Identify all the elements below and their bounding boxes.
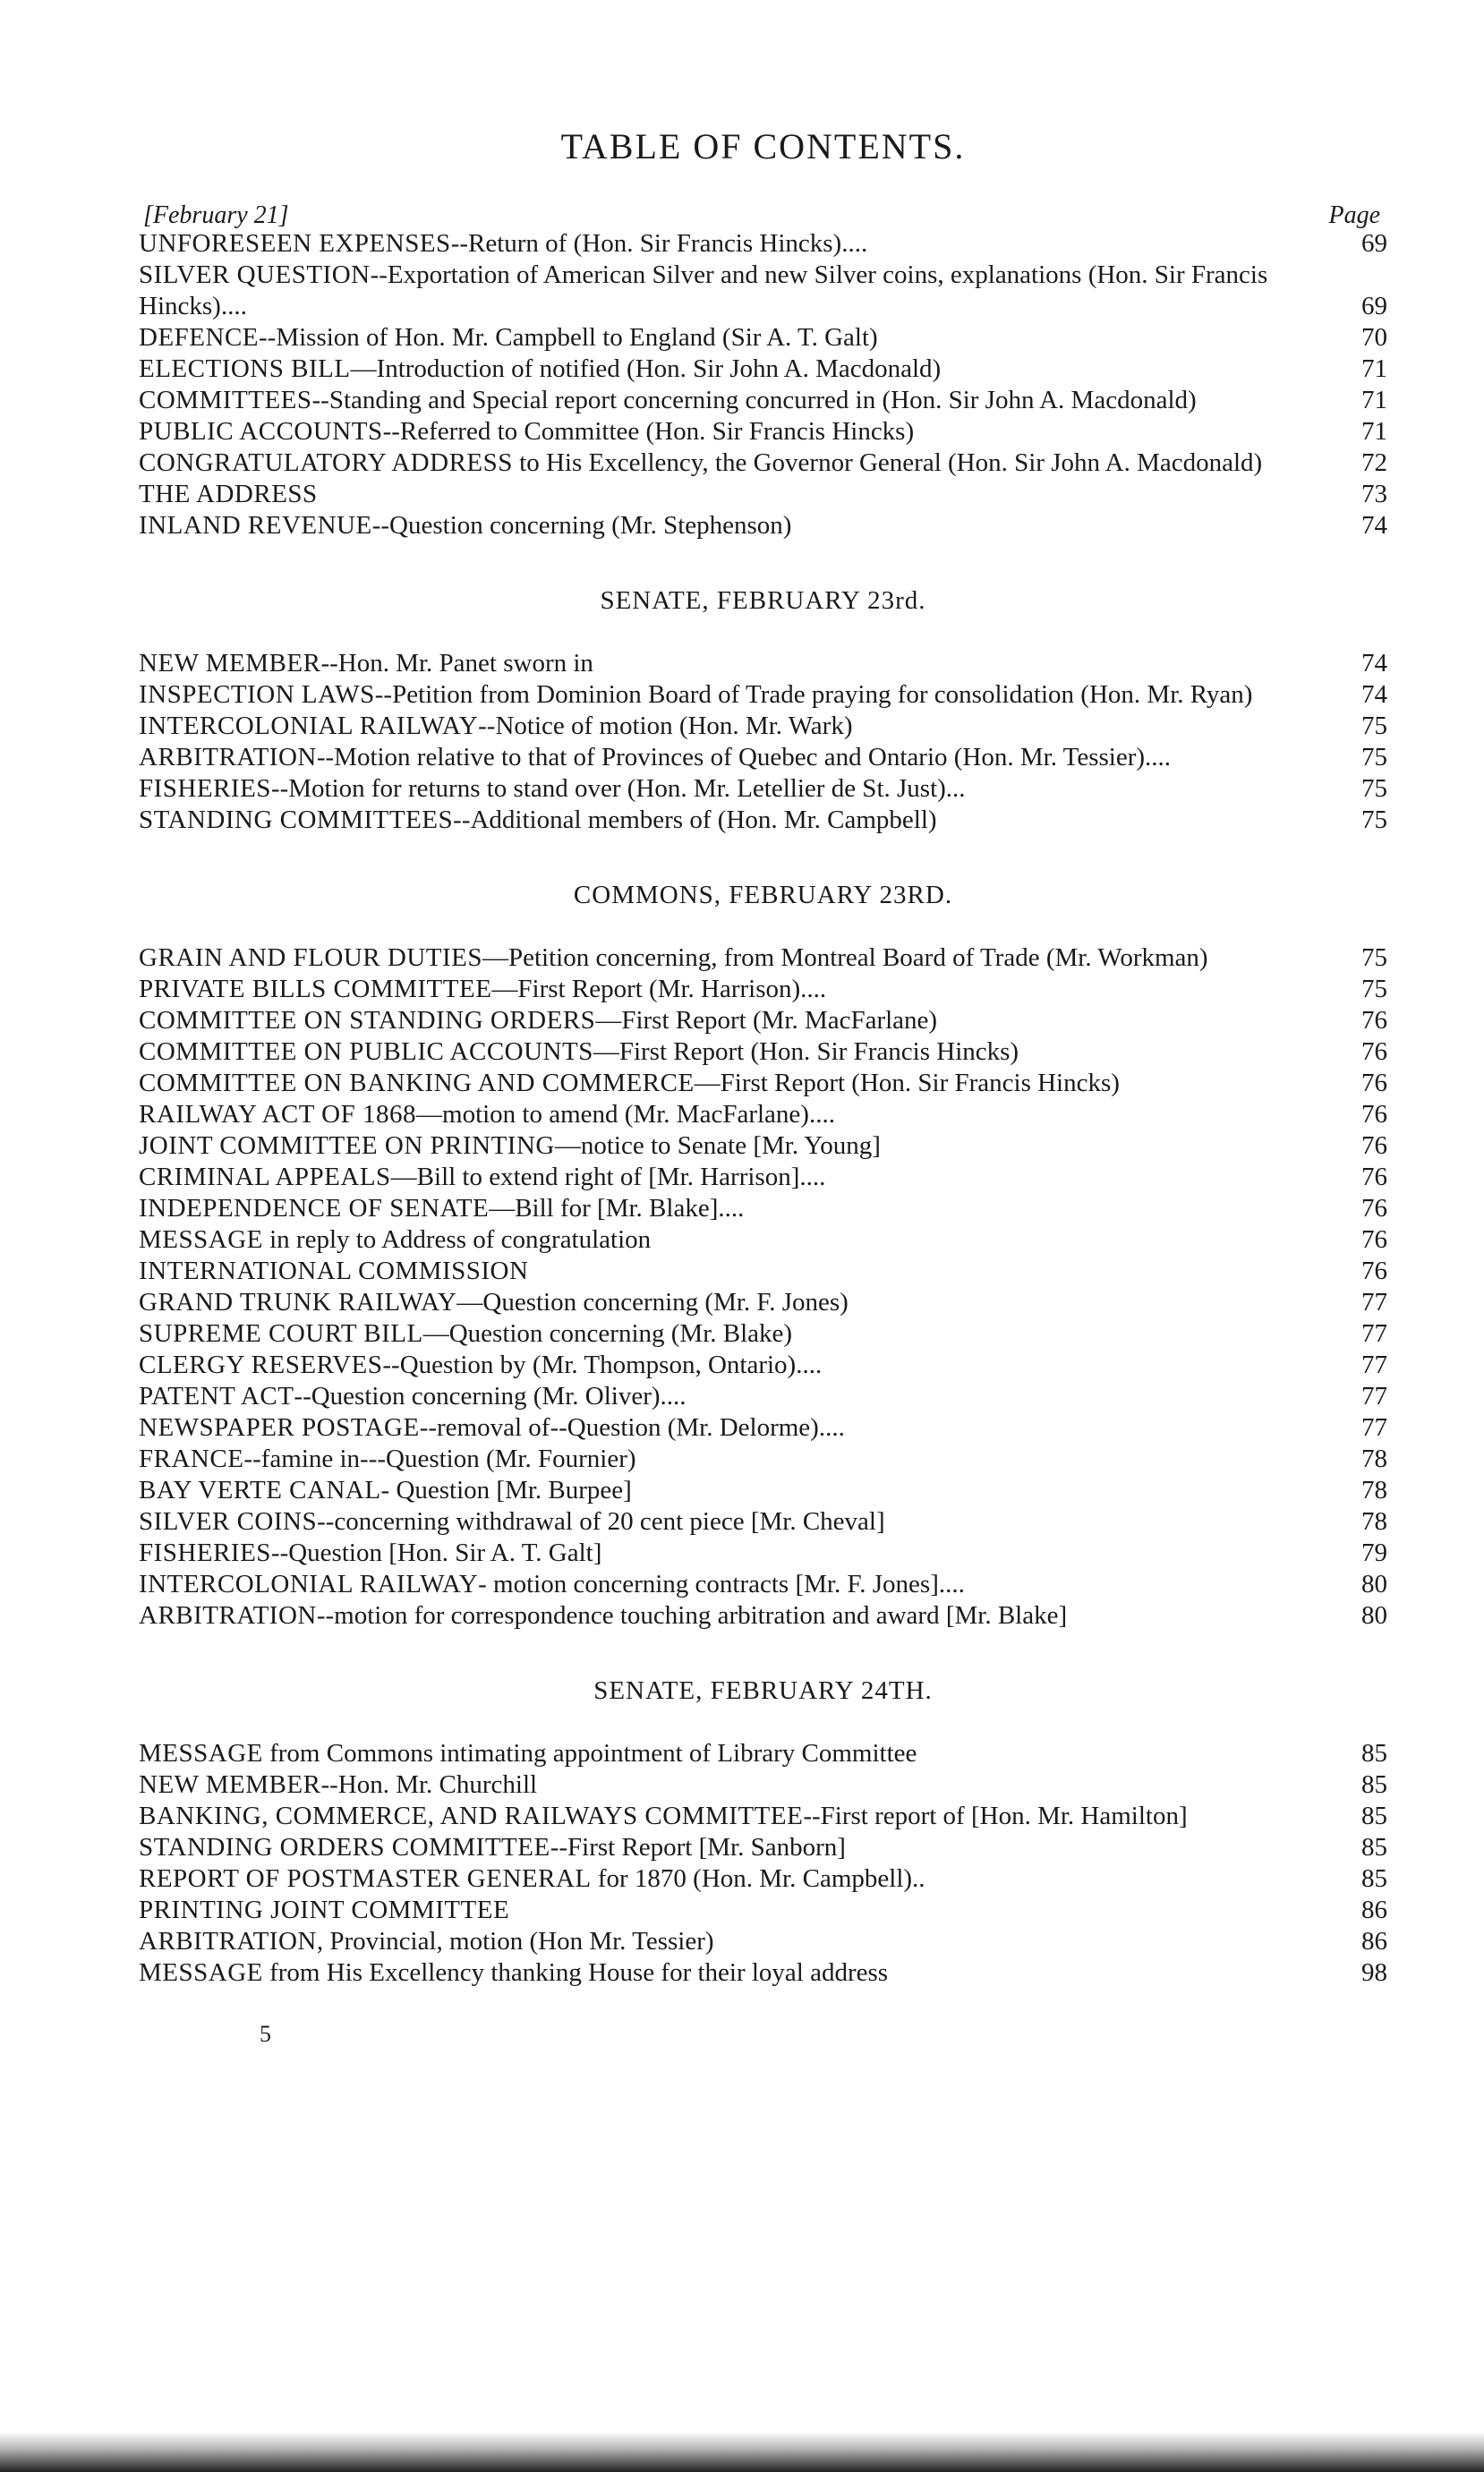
entry-description: —First Report (Mr. Harrison).... [491, 975, 827, 1003]
toc-entry [139, 510, 1387, 541]
entry-page-number: 72 [1361, 448, 1387, 477]
entry-title: PATENT ACT [139, 1382, 294, 1411]
toc-entry [139, 742, 1387, 773]
entry-page-number: 76 [1361, 1163, 1387, 1191]
toc-entry [139, 1162, 1387, 1193]
entry-text [139, 1738, 1334, 1769]
entry-title: STANDING COMMITTEES [139, 806, 454, 834]
entry-page-number: 76 [1361, 1100, 1387, 1129]
entry-title: CLERGY RESERVES [139, 1351, 383, 1379]
entry-text [139, 1801, 1334, 1832]
entry-text [139, 1863, 1334, 1895]
entry-title: INTERCOLONIAL RAILWAY [139, 1570, 479, 1598]
entry-page-number: 69 [1361, 229, 1387, 258]
toc-section [139, 228, 1387, 541]
entry-title: INTERCOLONIAL RAILWAY [139, 712, 479, 740]
toc-entry [139, 1224, 1387, 1256]
scan-edge [0, 2432, 1484, 2472]
entry-page-number: 85 [1361, 1864, 1387, 1893]
entry-description: —motion to amend (Mr. MacFarlane).... [416, 1100, 835, 1129]
entry-description: --Question by (Mr. Thompson, Ontario).... [382, 1351, 823, 1379]
entry-description: --famine in---Question (Mr. Fournier) [243, 1445, 636, 1473]
entry-page-number: 74 [1361, 680, 1387, 709]
entry-text [139, 260, 1334, 322]
entry-text [139, 1569, 1334, 1600]
toc-entry [139, 479, 1387, 510]
entry-description: --Question concerning (Mr. Oliver).... [294, 1382, 687, 1411]
entry-title: FISHERIES [139, 1539, 271, 1567]
toc-entry [139, 805, 1387, 836]
entry-page-number: 77 [1361, 1288, 1387, 1317]
entry-page-number: 70 [1361, 323, 1387, 352]
entry-page-number: 80 [1361, 1601, 1387, 1630]
toc-entry [139, 1287, 1387, 1318]
toc-entry [139, 1099, 1387, 1130]
entry-title: RAILWAY ACT OF 1868 [139, 1100, 417, 1129]
entry-description: --Motion relative to that of Provinces of Quebec and Ontario (Hon. Mr. Tessier).... [316, 743, 1172, 771]
toc-entry [139, 1863, 1387, 1895]
entry-page-number: 75 [1361, 806, 1387, 834]
entry-description: - Question [Mr. Burpee] [380, 1476, 632, 1505]
toc-entry [139, 1569, 1387, 1600]
toc-entry [139, 1475, 1387, 1506]
entry-page-number: 78 [1361, 1445, 1387, 1473]
entry-description: —Question concerning (Mr. F. Jones) [456, 1288, 849, 1317]
entry-description: in reply to Address of congratulation [269, 1225, 652, 1254]
entry-title: FISHERIES [139, 774, 271, 803]
entry-description: --Notice of motion (Hon. Mr. Wark) [478, 712, 853, 740]
entry-title: COMMITTEE ON STANDING ORDERS [139, 1006, 596, 1035]
toc-entry [139, 1318, 1387, 1350]
entry-description: —First Report (Hon. Sir Francis Hincks) [593, 1037, 1019, 1066]
entry-description: —First Report (Mr. MacFarlane) [595, 1006, 938, 1035]
entry-page-number: 76 [1361, 1257, 1387, 1285]
entry-page-number: 85 [1361, 1739, 1387, 1768]
entry-page-number: 75 [1361, 774, 1387, 803]
entry-text [139, 1444, 1334, 1475]
entry-text [139, 1318, 1334, 1350]
entry-description: —First Report (Hon. Sir Francis Hincks) [694, 1069, 1120, 1097]
section-heading: SENATE, FEBRUARY 24TH. [593, 1676, 933, 1705]
entry-page-number: 75 [1361, 943, 1387, 972]
toc-entry [139, 1801, 1387, 1832]
entry-text [139, 1224, 1334, 1256]
entry-title: PRIVATE BILLS COMMITTEE [139, 975, 492, 1003]
entry-description: —Bill to extend right of [Mr. Harrison].... [390, 1163, 826, 1191]
entry-title: STANDING ORDERS COMMITTEE [139, 1833, 550, 1862]
entry-text [139, 1832, 1334, 1863]
entry-title: UNFORESEEN EXPENSES [139, 229, 451, 258]
entry-page-number: 77 [1361, 1351, 1387, 1379]
entry-title: ARBITRATION [139, 1601, 317, 1630]
entry-text [139, 942, 1334, 974]
toc-entry [139, 1193, 1387, 1224]
entry-page-number: 75 [1361, 712, 1387, 740]
entry-text [139, 1005, 1334, 1036]
toc-entry [139, 942, 1387, 974]
entry-text [139, 711, 1334, 742]
entry-text [139, 1769, 1334, 1801]
toc-entry [139, 1256, 1387, 1287]
entry-page-number: 76 [1361, 1131, 1387, 1160]
entry-title: MESSAGE [139, 1958, 263, 1987]
entry-description: --Hon. Mr. Churchill [320, 1770, 538, 1799]
entry-title: PRINTING JOINT COMMITTEE [139, 1896, 510, 1924]
entry-page-number: 76 [1361, 1006, 1387, 1035]
entry-page-number: 73 [1361, 480, 1387, 508]
entry-description: --Return of (Hon. Sir Francis Hincks).... [450, 229, 868, 258]
entry-text [139, 1957, 1334, 1989]
entry-description: --concerning withdrawal of 20 cent piece [Mr. Cheval] [317, 1507, 885, 1536]
entry-title: BAY VERTE CANAL [139, 1476, 381, 1505]
entry-page-number: 86 [1361, 1896, 1387, 1924]
entry-description: --Additional members of (Hon. Mr. Campbell) [453, 806, 937, 834]
entry-page-number: 71 [1361, 386, 1387, 414]
entry-title: CONGRATULATORY ADDRESS [139, 448, 513, 477]
toc-section [139, 881, 1387, 1632]
entry-title: SILVER QUESTION [139, 260, 371, 289]
entry-title: NEW MEMBER [139, 1770, 321, 1799]
entry-title: GRAIN AND FLOUR DUTIES [139, 943, 482, 972]
entry-text [139, 1538, 1334, 1569]
toc-entry [139, 1068, 1387, 1099]
entry-text [139, 805, 1334, 836]
entry-page-number: 76 [1361, 1225, 1387, 1254]
entry-text [139, 1506, 1334, 1538]
entry-title: INLAND REVENUE [139, 511, 372, 540]
entry-description: --Question concerning (Mr. Stephenson) [371, 511, 792, 540]
entry-description: --Hon. Mr. Panet sworn in [320, 649, 593, 678]
entry-description: --Standing and Special report concerning concurred in (Hon. Sir John A. Macdonald) [311, 386, 1197, 414]
entry-text [139, 1412, 1334, 1444]
entry-description: --Motion for returns to stand over (Hon. Mr. Letellier de St. Just)... [270, 774, 966, 803]
toc-entry [139, 260, 1387, 322]
entry-page-number: 79 [1361, 1539, 1387, 1567]
entry-page-number: 77 [1361, 1382, 1387, 1411]
entry-text [139, 479, 1334, 510]
entry-description: --First Report [Mr. Sanborn] [550, 1833, 846, 1862]
entry-page-number: 85 [1361, 1833, 1387, 1862]
entry-page-number: 75 [1361, 975, 1387, 1003]
toc-entry [139, 448, 1387, 479]
entry-text [139, 228, 1334, 260]
entry-text [139, 1600, 1334, 1632]
entry-text [139, 773, 1334, 805]
entry-description: —Introduction of notified (Hon. Sir John A. Macdonald) [350, 354, 942, 383]
entry-text [139, 1381, 1334, 1412]
entry-title: REPORT OF POSTMASTER GENERAL [139, 1864, 592, 1893]
entry-page-number: 76 [1361, 1194, 1387, 1223]
entry-title: ARBITRATION [139, 1927, 317, 1956]
toc-entry [139, 354, 1387, 385]
toc-entry [139, 228, 1387, 260]
entry-text [139, 385, 1334, 416]
entry-title: MESSAGE [139, 1739, 263, 1768]
entry-title: PUBLIC ACCOUNTS [139, 417, 383, 446]
entry-description: from Commons intimating appointment of Library Committee [269, 1739, 917, 1768]
entry-page-number: 69 [1361, 292, 1387, 320]
section-heading: COMMONS, FEBRUARY 23RD. [573, 881, 953, 909]
entry-page-number: 74 [1361, 649, 1387, 678]
entry-description: --First report of [Hon. Mr. Hamilton] [803, 1802, 1188, 1830]
entry-description: --Mission of Hon. Mr. Campbell to England (Sir A. T. Galt) [259, 323, 878, 352]
toc-section [139, 586, 1387, 836]
entry-title: DEFENCE [139, 323, 259, 352]
header-row [139, 201, 1387, 228]
toc-entry [139, 1738, 1387, 1769]
entry-page-number: 77 [1361, 1413, 1387, 1442]
entry-title: NEW MEMBER [139, 649, 321, 678]
entry-page-number: 78 [1361, 1507, 1387, 1536]
toc-entry [139, 1130, 1387, 1162]
entry-title: COMMITTEE ON PUBLIC ACCOUNTS [139, 1037, 593, 1066]
section-heading: SENATE, FEBRUARY 23rd. [600, 586, 926, 615]
entry-text [139, 742, 1334, 773]
toc-entry [139, 1381, 1387, 1412]
entry-title: MESSAGE [139, 1225, 263, 1254]
entry-title: CRIMINAL APPEALS [139, 1163, 391, 1191]
entry-page-number: 86 [1361, 1927, 1387, 1956]
toc-entry [139, 385, 1387, 416]
entry-description: —Bill for [Mr. Blake].... [489, 1194, 745, 1223]
entry-text [139, 510, 1334, 541]
entry-description: —Question concerning (Mr. Blake) [422, 1319, 793, 1348]
page-title: TABLE OF CONTENTS. [560, 126, 966, 166]
entry-page-number: 78 [1361, 1476, 1387, 1505]
entry-title: THE ADDRESS [139, 480, 318, 508]
entry-text [139, 1287, 1334, 1318]
entry-description: for 1870 (Hon. Mr. Campbell).. [597, 1864, 925, 1893]
toc-entry [139, 711, 1387, 742]
entry-title: COMMITTEES [139, 386, 312, 414]
entry-description: —Petition concerning, from Montreal Board of Trade (Mr. Workman) [482, 943, 1208, 972]
entry-title: INSPECTION LAWS [139, 680, 375, 709]
entry-page-number: 77 [1361, 1319, 1387, 1348]
entry-description: --Exportation of American Silver and new Silver coins, explanations (Hon. Sir Francis Hincks).... [139, 260, 1268, 320]
entry-title: GRAND TRUNK RAILWAY [139, 1288, 457, 1317]
toc-entry [139, 1895, 1387, 1926]
toc-entry [139, 773, 1387, 805]
entry-page-number: 98 [1361, 1958, 1387, 1987]
entry-title: COMMITTEE ON BANKING AND COMMERCE [139, 1069, 695, 1097]
entry-description: from His Excellency thanking House for their loyal address [269, 1958, 889, 1987]
entry-text [139, 1068, 1334, 1099]
toc-entry [139, 1600, 1387, 1632]
entry-title: ELECTIONS BILL [139, 354, 351, 383]
toc-entry [139, 1769, 1387, 1801]
entry-title: FRANCE [139, 1445, 244, 1473]
entry-page-number: 75 [1361, 743, 1387, 771]
toc-entry [139, 1506, 1387, 1538]
entry-text [139, 416, 1334, 448]
entry-text [139, 322, 1334, 354]
toc-entry [139, 1036, 1387, 1068]
entry-title: SUPREME COURT BILL [139, 1319, 423, 1348]
toc-entry [139, 1350, 1387, 1381]
toc-entry [139, 1412, 1387, 1444]
entry-page-number: 71 [1361, 417, 1387, 446]
entry-description: --Referred to Committee (Hon. Sir Francis Hincks) [382, 417, 915, 446]
entry-text [139, 1926, 1334, 1957]
entry-description: to His Excellency, the Governor General (Hon. Sir John A. Macdonald) [519, 448, 1263, 477]
entry-text [139, 1162, 1334, 1193]
toc-page [139, 125, 1387, 2048]
entry-title: INTERNATIONAL COMMISSION [139, 1257, 529, 1285]
entry-description: - motion concerning contracts [Mr. F. Jones].... [478, 1570, 965, 1598]
toc-entry [139, 1444, 1387, 1475]
entry-title: NEWSPAPER POSTAGE [139, 1413, 420, 1442]
toc-entry [139, 1926, 1387, 1957]
entry-page-number: 74 [1361, 511, 1387, 540]
toc-entry [139, 322, 1387, 354]
toc-entry [139, 1005, 1387, 1036]
entry-text [139, 354, 1334, 385]
page-column-header: Page [1328, 201, 1380, 229]
toc-entry [139, 1832, 1387, 1863]
entry-page-number: 76 [1361, 1037, 1387, 1066]
entry-description: --Petition from Dominion Board of Trade praying for consolidation (Hon. Mr. Ryan) [374, 680, 1253, 709]
toc-entry [139, 1957, 1387, 1989]
entry-title: SILVER COINS [139, 1507, 318, 1536]
entry-title: ARBITRATION [139, 743, 317, 771]
entry-text [139, 1099, 1334, 1130]
entry-text [139, 1895, 1334, 1926]
entry-page-number: 76 [1361, 1069, 1387, 1097]
toc-sections [139, 228, 1387, 1989]
entry-description: --motion for correspondence touching arbitration and award [Mr. Blake] [316, 1601, 1068, 1630]
entry-text [139, 1036, 1334, 1068]
entry-title: INDEPENDENCE OF SENATE [139, 1194, 490, 1223]
toc-entry [139, 416, 1387, 448]
first-date: [February 21] [143, 201, 289, 229]
entry-description: —notice to Senate [Mr. Young] [554, 1131, 881, 1160]
toc-entry [139, 1538, 1387, 1569]
entry-description: --removal of--Question (Mr. Delorme).... [419, 1413, 845, 1442]
page-number: 5 [260, 2021, 271, 2047]
entry-title: JOINT COMMITTEE ON PRINTING [139, 1131, 555, 1160]
toc-section [139, 1676, 1387, 1989]
entry-page-number: 85 [1361, 1770, 1387, 1799]
entry-text [139, 1350, 1334, 1381]
entry-text [139, 648, 1334, 679]
entry-text [139, 679, 1334, 711]
entry-text [139, 1193, 1334, 1224]
entry-text [139, 1475, 1334, 1506]
entry-text [139, 1130, 1334, 1162]
entry-text [139, 1256, 1334, 1287]
entry-description: --Question [Hon. Sir A. T. Galt] [270, 1539, 602, 1567]
entry-page-number: 85 [1361, 1802, 1387, 1830]
entry-description: , Provincial, motion (Hon Mr. Tessier) [316, 1927, 714, 1956]
entry-text [139, 974, 1334, 1005]
entry-page-number: 71 [1361, 354, 1387, 383]
toc-entry [139, 974, 1387, 1005]
toc-entry [139, 648, 1387, 679]
entry-page-number: 80 [1361, 1570, 1387, 1598]
entry-text [139, 448, 1334, 479]
entry-title: BANKING, COMMERCE, AND RAILWAYS COMMITTEE [139, 1802, 804, 1830]
toc-entry [139, 679, 1387, 711]
